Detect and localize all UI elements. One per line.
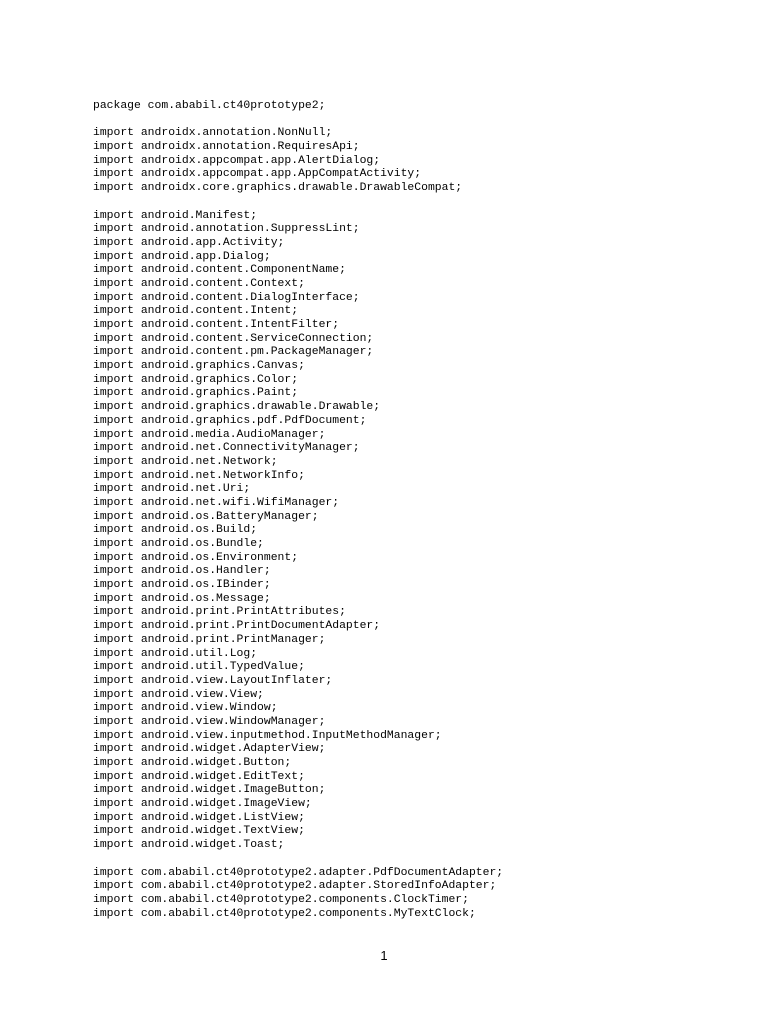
import-statement: import android.graphics.drawable.Drawable; bbox=[93, 401, 381, 414]
import-statement: import android.net.NetworkInfo; bbox=[93, 469, 305, 482]
import-statement: import android.view.Window; bbox=[93, 702, 278, 715]
import-statement: import androidx.appcompat.app.AlertDialog; bbox=[93, 154, 381, 167]
import-statement: import android.graphics.Color; bbox=[93, 373, 299, 386]
package-declaration: package com.ababil.ct40prototype2; bbox=[93, 100, 326, 112]
import-statement: import android.net.wifi.WifiManager; bbox=[93, 496, 340, 509]
import-statement: import android.view.View; bbox=[93, 688, 264, 701]
import-statement: import android.content.pm.PackageManager; bbox=[93, 346, 374, 359]
import-statement: import android.widget.Button; bbox=[93, 757, 292, 769]
import-statement: import androidx.core.graphics.drawable.DrawableCompat; bbox=[93, 182, 463, 195]
import-statement: import com.ababil.ct40prototype2.components.MyTextClock; bbox=[93, 907, 476, 920]
import-statement: import android.widget.AdapterView; bbox=[93, 743, 326, 756]
import-statement: import android.graphics.Paint; bbox=[93, 387, 299, 400]
import-statement: import androidx.appcompat.app.AppCompatActivity; bbox=[93, 168, 422, 181]
import-statement: import android.app.Dialog; bbox=[93, 250, 271, 263]
import-statement: import android.app.Activity; bbox=[93, 236, 285, 249]
import-statement: import android.content.IntentFilter; bbox=[93, 319, 340, 331]
blank-line bbox=[93, 853, 503, 867]
import-statement: import android.net.ConnectivityManager; bbox=[93, 442, 360, 455]
import-statement: import android.print.PrintManager; bbox=[93, 633, 326, 646]
import-statement: import android.widget.ImageButton; bbox=[93, 784, 326, 797]
import-statement: import android.os.Handler; bbox=[93, 565, 271, 578]
import-statement: import android.view.WindowManager; bbox=[93, 715, 326, 728]
import-statement: import android.annotation.SuppressLint; bbox=[93, 223, 360, 236]
import-statement: import android.content.Context; bbox=[93, 277, 305, 290]
import-statement: import android.widget.ImageView; bbox=[93, 798, 312, 811]
import-statement: import android.os.Build; bbox=[93, 524, 258, 537]
import-statement: import android.view.inputmethod.InputMethodManager; bbox=[93, 729, 442, 742]
import-statement: import com.ababil.ct40prototype2.components.ClockTimer; bbox=[93, 893, 469, 906]
import-statement: import android.widget.ListView; bbox=[93, 811, 305, 824]
import-statement: import android.net.Uri; bbox=[93, 483, 251, 496]
import-statement: import android.content.Intent; bbox=[93, 305, 299, 318]
import-statement: import android.os.Message; bbox=[93, 592, 271, 605]
import-statement: import android.util.TypedValue; bbox=[93, 661, 305, 674]
import-statement: import android.widget.Toast; bbox=[93, 839, 285, 852]
import-statement: import android.view.LayoutInflater; bbox=[93, 674, 333, 687]
import-statement: import android.graphics.Canvas; bbox=[93, 360, 305, 373]
import-statement: import android.net.Network; bbox=[93, 455, 278, 468]
import-statement: import android.widget.TextView; bbox=[93, 825, 305, 838]
blank-line bbox=[93, 196, 503, 210]
code-listing bbox=[93, 100, 503, 921]
import-statement: import android.os.Environment; bbox=[93, 551, 299, 564]
import-statement: import android.widget.EditText; bbox=[93, 770, 305, 783]
import-statement: import android.os.IBinder; bbox=[93, 579, 271, 592]
import-statement: import android.util.Log; bbox=[93, 647, 258, 660]
import-statement: import android.media.AudioManager; bbox=[93, 428, 326, 441]
import-statement: import com.ababil.ct40prototype2.adapter.StoredInfoAdapter; bbox=[93, 880, 497, 893]
import-statement: import android.content.DialogInterface; bbox=[93, 291, 360, 304]
import-statement: import android.os.BatteryManager; bbox=[93, 510, 319, 523]
import-statement: import android.content.ComponentName; bbox=[93, 264, 346, 277]
import-statement: import android.os.Bundle; bbox=[93, 538, 264, 550]
import-statement: import androidx.annotation.NonNull; bbox=[93, 127, 333, 140]
page-number: 1 bbox=[380, 948, 388, 963]
import-statement: import android.graphics.pdf.PdfDocument; bbox=[93, 414, 367, 427]
import-statement: import android.print.PrintDocumentAdapter; bbox=[93, 620, 381, 633]
import-statement: import android.print.PrintAttributes; bbox=[93, 606, 346, 619]
blank-line bbox=[93, 114, 503, 128]
import-statement: import android.Manifest; bbox=[93, 209, 258, 222]
import-statement: import androidx.annotation.RequiresApi; bbox=[93, 141, 360, 154]
import-statement: import com.ababil.ct40prototype2.adapter.PdfDocumentAdapter; bbox=[93, 866, 504, 879]
import-statement: import android.content.ServiceConnection; bbox=[93, 332, 374, 345]
